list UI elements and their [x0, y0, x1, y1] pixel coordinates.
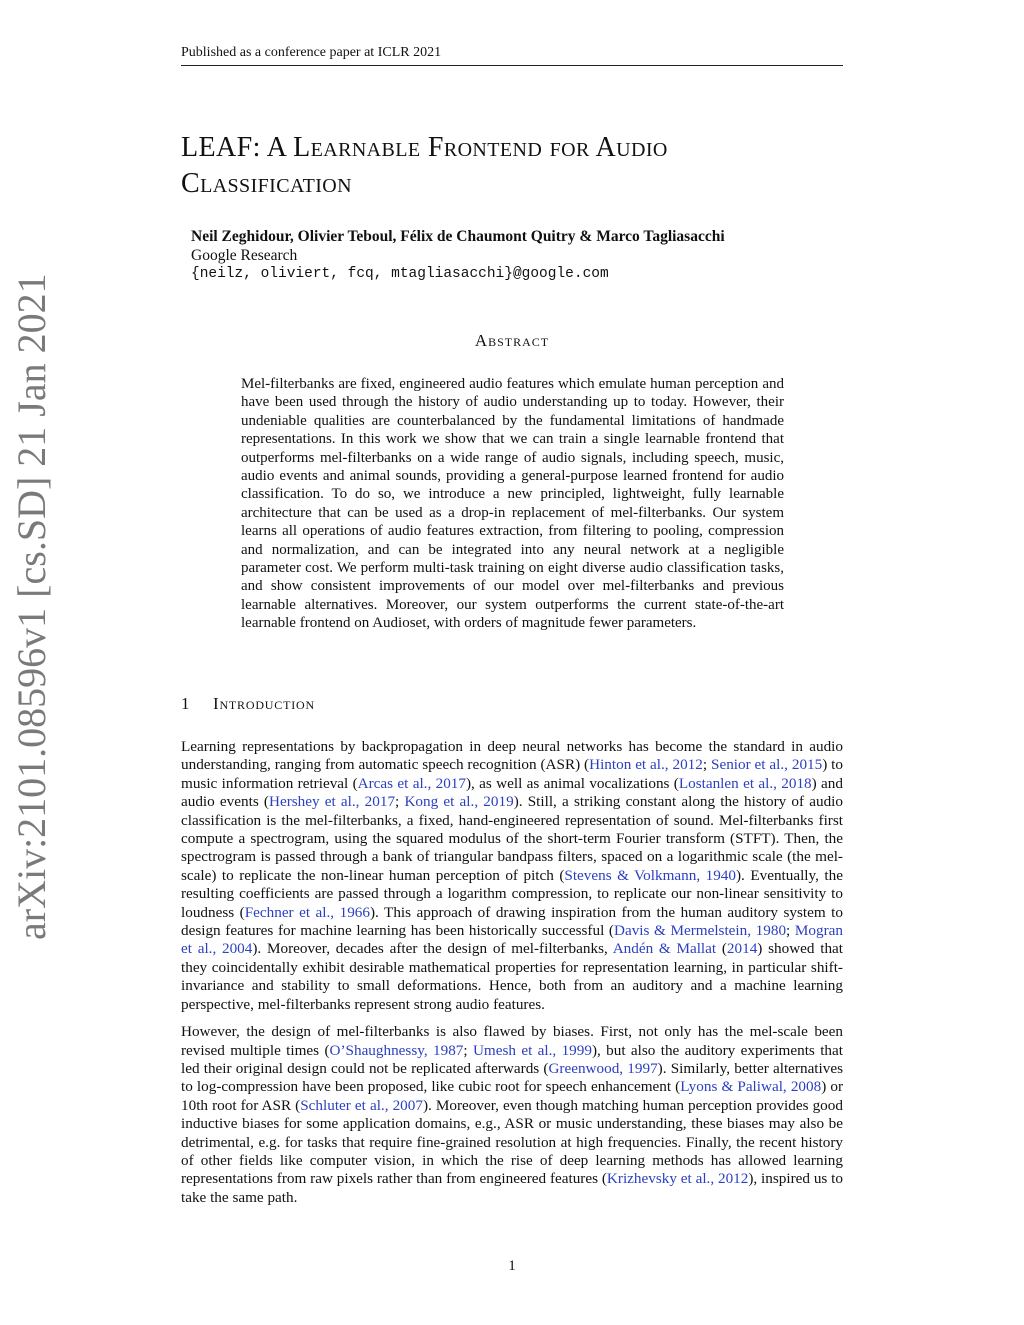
citation-link[interactable]: Krizhevsky et al., 2012 [606, 1170, 749, 1188]
text-run: ). Eventually, the resulting coefficients are passed through a logarithm compression, to replicate our non-linear sensitivity to loudness ( [181, 866, 843, 921]
citation-link[interactable]: Schluter et al., 2007 [300, 1096, 423, 1114]
text-run: ). Moreover, even though matching human perception provides good inductive biases for some application domains, e.g., ASR or music understanding, these biases may also be detrimental, e.g. for tasks that require fine-grained resolution at high frequencies. Finally, the recent history of other fields like computer vision, in which the rise of deep learning methods has allowed learning representations from raw pixels rather than from engineered features ( [181, 1096, 843, 1188]
text-run: ), but also the auditory experiments that led their original design could not be replicated afterwards ( [181, 1041, 843, 1077]
text-run: ). Moreover, decades after the design of mel-filterbanks, [252, 940, 613, 958]
text-run: ). This approach of drawing inspiration from the human auditory system to design features for machine learning has been historically successful ( [181, 903, 843, 940]
citation-link[interactable]: 2014 [726, 940, 758, 958]
text-run: ) showed that they coincidentally exhibit desirable mathematical properties for representation learning, in particular shift-invariance and stability to small deformations. Hence, both from an auditory and a machine learning perspective, mel-filterbanks represent strong audio features. [181, 940, 844, 1013]
citation-link[interactable]: Kong et al., 2019 [404, 793, 514, 811]
text-run: Learning representations by backpropagation in deep neural networks has become the standard in audio understanding, ranging from automatic speech recognition (ASR) ( [181, 738, 843, 774]
citation-link[interactable]: Hinton et al., 2012 [589, 756, 703, 774]
text-run: ; [786, 922, 795, 940]
abstract-text: Mel-filterbanks are fixed, engineered audio features which emulate human perception and have been used through the history of audio understanding up to today. However, their undeniable qualities are counterbalanced by the fundamental limitations of handmade representations. In this work we show that we can train a single learnable frontend that outperforms mel-filterbanks on a wide range of audio signals, including speech, music, audio events and animal sounds, providing a general-purpose learned frontend for audio classification. To do so, we introduce a new principled, lightweight, fully learnable architecture that can be used as a drop-in replacement of mel-filterbanks. Our system learns all operations of audio features extraction, from filtering to pooling, compression and normalization, and can be integrated into any neural network at a negligible parameter cost. We perform multi-task training on eight diverse audio classification tasks, and show consistent improvements of our model over mel-filterbanks and previous learnable alternatives. Moreover, our system outperforms the current state-of-the-art learnable frontend on Audioset, with orders of magnitude fewer parameters. [241, 376, 784, 632]
affiliation: Google Research [191, 247, 298, 264]
section-title: Introduction [213, 694, 315, 713]
section-heading [181, 694, 843, 714]
text-run: ). Similarly, better alternatives to log-compression have been proposed, like cubic root for speech enhancement ( [181, 1059, 843, 1096]
paragraph-1 [181, 738, 843, 1014]
text-run: ; [395, 793, 405, 811]
citation-link[interactable]: Andén & Mallat [612, 940, 717, 958]
citation-link[interactable]: Hershey et al., 2017 [268, 793, 396, 811]
page-number: 1 [508, 1258, 516, 1274]
paragraph-2 [181, 1023, 843, 1207]
text-run: However, the design of mel-filterbanks is also flawed by biases. First, not only has the mel-scale been revised multiple times ( [181, 1023, 843, 1059]
text-run: ), inspired us to take the same path. [181, 1170, 843, 1206]
citation-link[interactable]: Arcas et al., 2017 [357, 774, 466, 792]
abstract-heading: Abstract [474, 331, 550, 350]
text-run: ) and audio events ( [181, 774, 843, 811]
citation-link[interactable]: O’Shaughnessy, 1987 [329, 1041, 464, 1059]
citation-link[interactable]: Stevens & Volkmann, 1940 [564, 866, 736, 884]
text-run: ), as well as animal vocalizations ( [465, 774, 679, 792]
arxiv-identifier[interactable]: arXiv:2101.08596v1 [cs.SD] 21 Jan 2021 [9, 273, 54, 940]
paper-title: LEAF: A Learnable Frontend for Audio Classification [181, 132, 668, 199]
citation-link[interactable]: Greenwood, 1997 [548, 1059, 658, 1077]
section-number: 1 [181, 694, 191, 713]
citation-link[interactable]: Lostanlen et al., 2018 [678, 774, 812, 792]
text-run: ; [463, 1041, 473, 1059]
text-run: ; [702, 756, 711, 774]
citation-link[interactable]: Fechner et al., 1966 [244, 903, 370, 921]
citation-link[interactable]: Lyons & Paliwal, 2008 [680, 1078, 822, 1096]
author-names: Neil Zeghidour, Olivier Teboul, Félix de Chaumont Quitry & Marco Tagliasacchi [191, 228, 725, 245]
text-run: ) or 10th root for ASR ( [181, 1078, 844, 1114]
introduction-body [181, 738, 843, 1216]
running-header: Published as a conference paper at ICLR 2021 [181, 44, 843, 66]
text-run: ) to music information retrieval ( [181, 756, 843, 792]
citation-link[interactable]: Davis & Mermelstein, 1980 [613, 922, 787, 940]
author-block [191, 227, 831, 284]
citation-link[interactable]: Mogran et al., 2004 [181, 922, 843, 958]
text-run: ( [716, 940, 727, 958]
author-emails: {neilz, oliviert, fcq, mtagliasacchi}@google.com [191, 266, 609, 282]
citation-link[interactable]: Senior et al., 2015 [711, 756, 823, 774]
text-run: ). Still, a striking constant along the history of audio classification is the mel-filterbanks, a fixed, hand-engineered representation of sound. Mel-filterbanks first compute a spectrogram, using the squared modulus of the short-term Fourier transform (STFT). Then, the spectrogram is passed through a bank of triangular bandpass filters, spaced on a logarithmic scale (the mel-scale) to replicate the non-linear human perception of pitch ( [181, 793, 843, 884]
citation-link[interactable]: Umesh et al., 1999 [472, 1041, 592, 1059]
